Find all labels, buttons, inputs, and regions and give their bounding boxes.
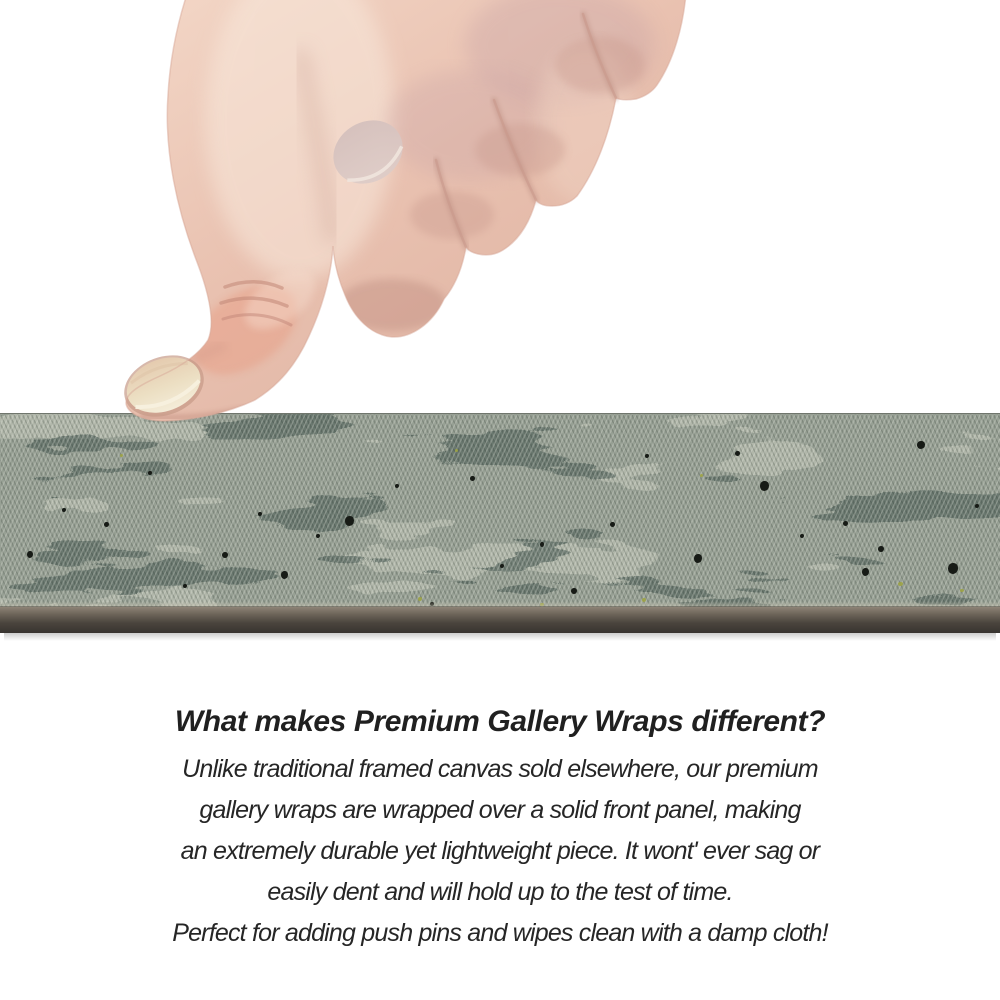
- caption-line-3: an extremely durable yet lightweight piece. It wont' ever sag or: [180, 837, 820, 865]
- caption-line-4: easily dent and will hold up to the test of time.: [267, 878, 733, 906]
- caption-line-1: Unlike traditional framed canvas sold elsewhere, our premium: [182, 755, 818, 783]
- caption-block: [0, 700, 1000, 954]
- caption-line-2: gallery wraps are wrapped over a solid front panel, making: [199, 796, 801, 824]
- panel-edge: [0, 607, 1000, 633]
- hand-pressing-thumb-illustration: [0, 0, 1000, 460]
- caption-heading: What makes Premium Gallery Wraps different?: [174, 705, 826, 738]
- strip-drop-shadow: [4, 632, 996, 641]
- caption-line-5: Perfect for adding push pins and wipes clean with a damp cloth!: [172, 919, 828, 947]
